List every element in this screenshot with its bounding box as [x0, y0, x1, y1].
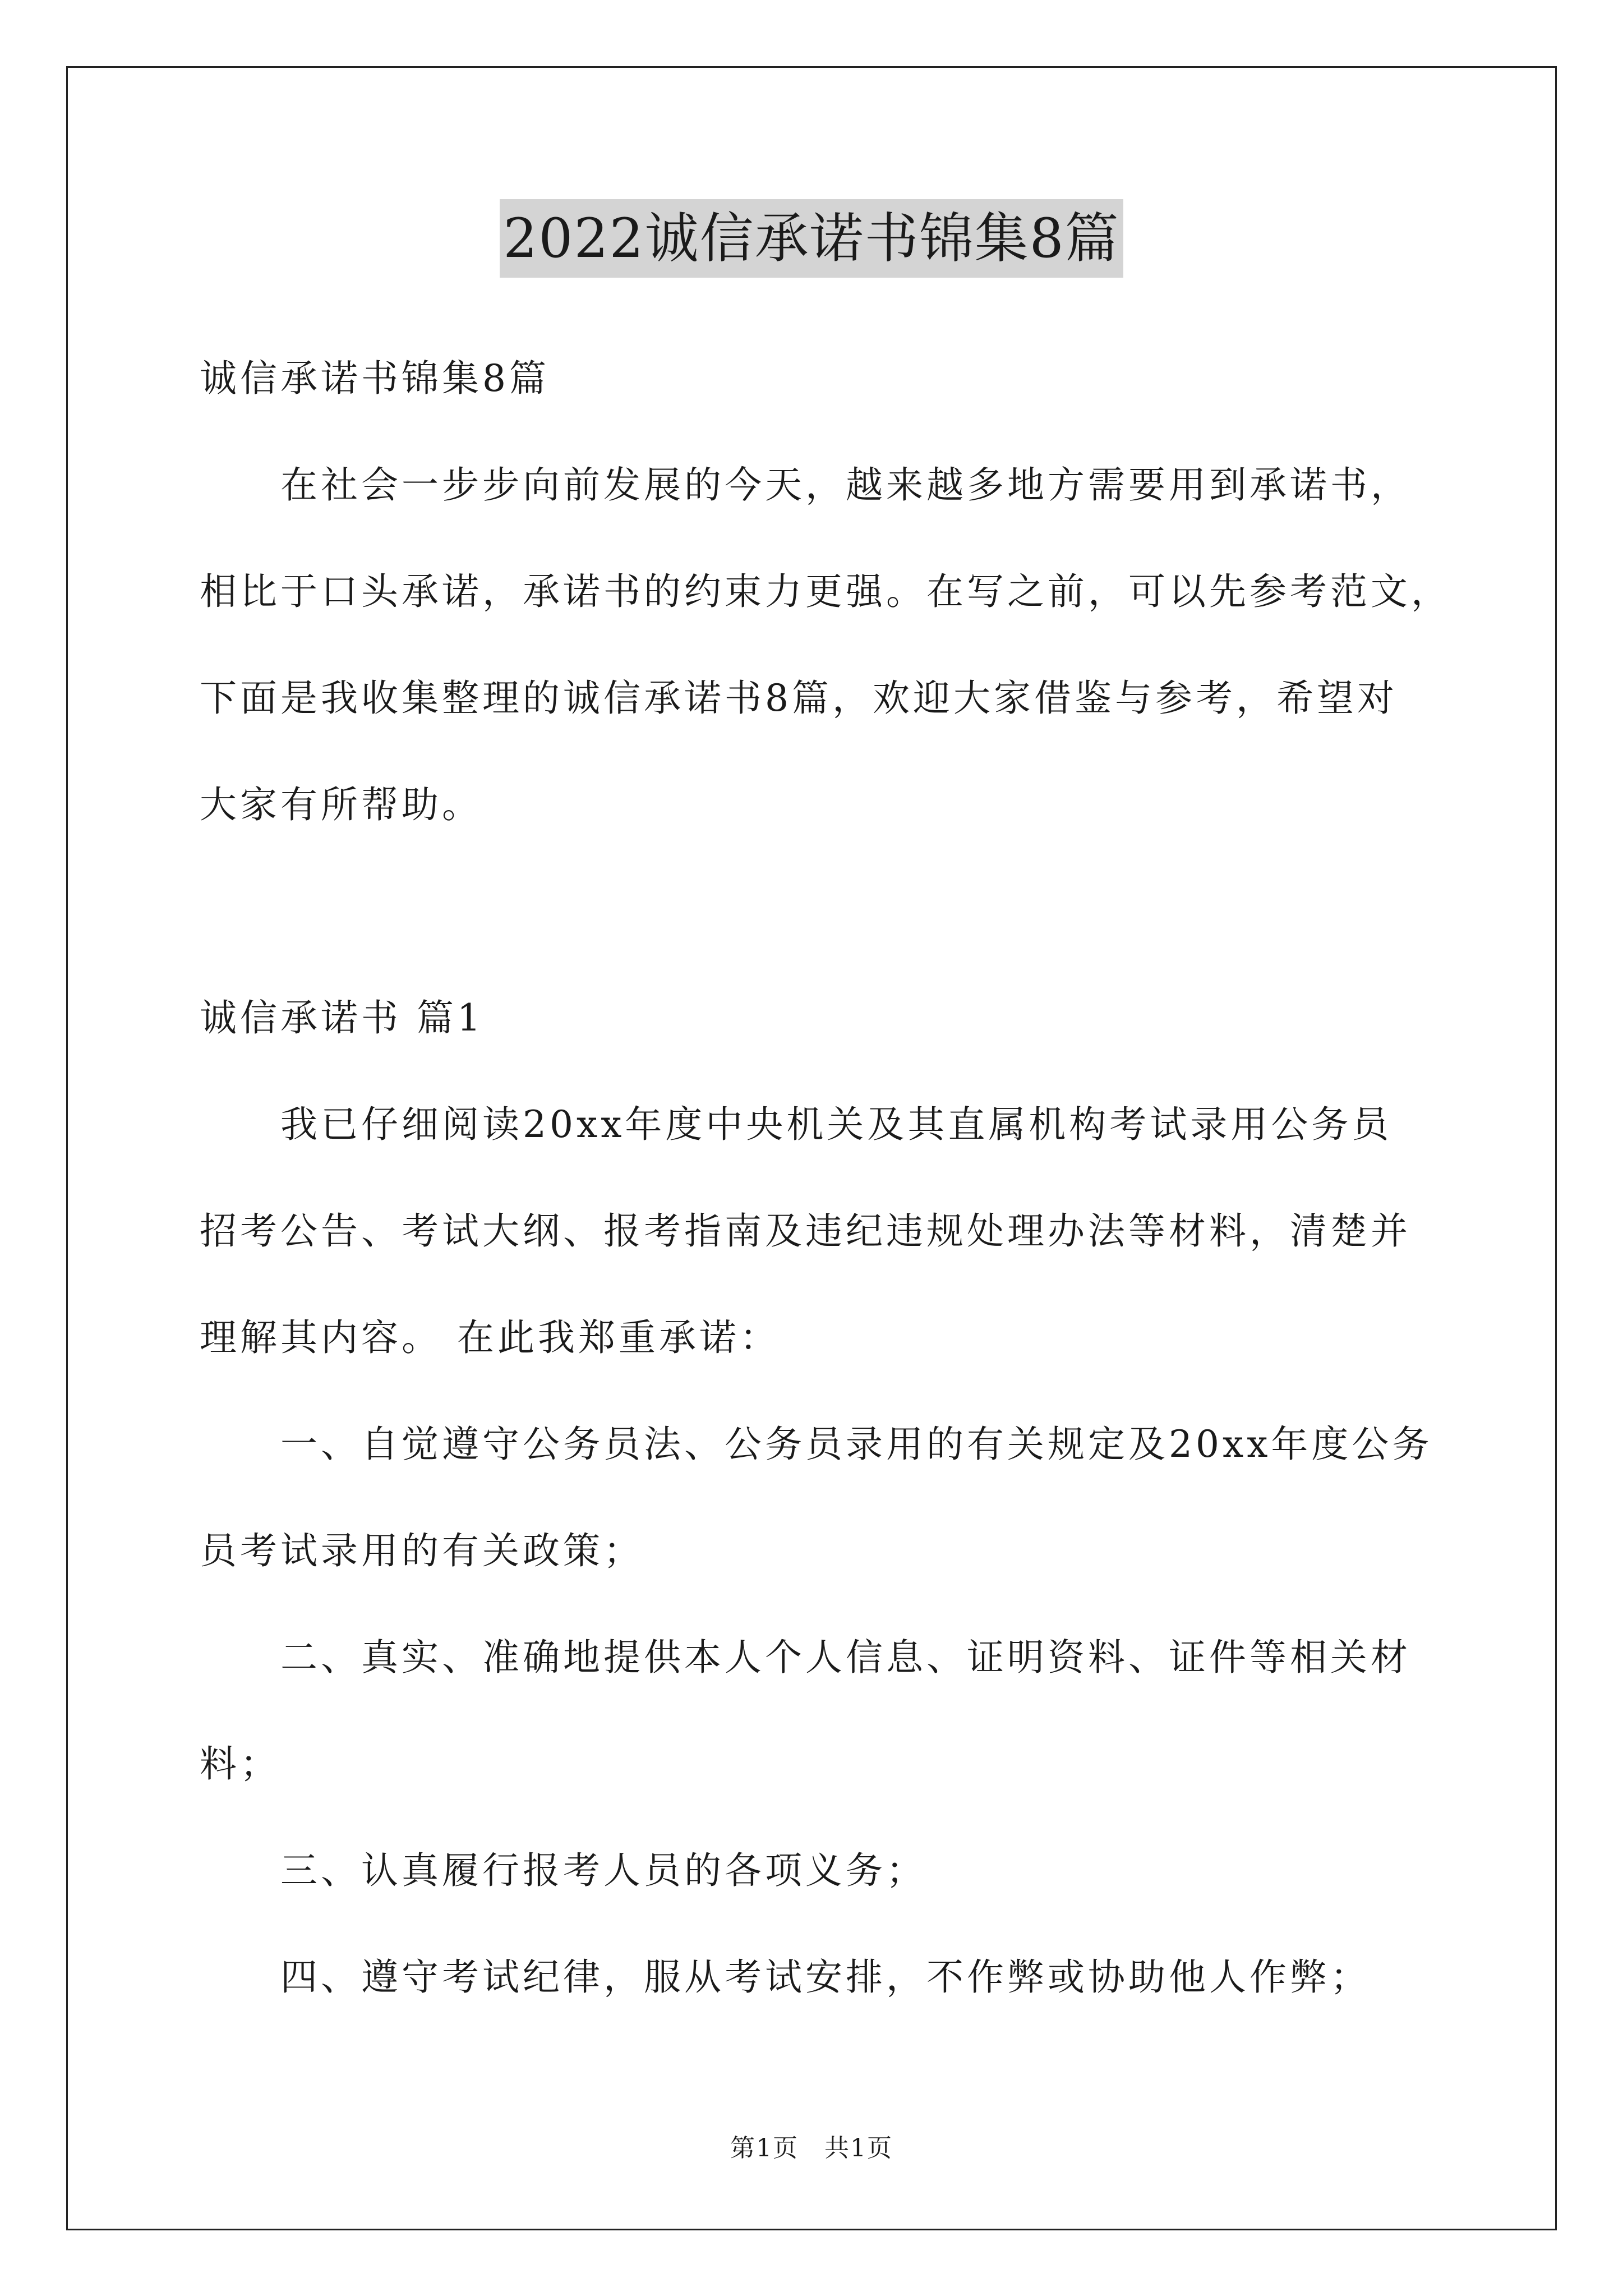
- body-line-4: 一、自觉遵守公务员法、公务员录用的有关规定及20xx年度公务: [200, 1423, 1433, 1466]
- intro-line-4: 大家有所帮助。: [200, 783, 482, 826]
- intro-line-1: 在社会一步步向前发展的今天，越来越多地方需要用到承诺书，: [200, 463, 1411, 507]
- intro-line-2: 相比于口头承诺，承诺书的约束力更强。在写之前，可以先参考范文，: [200, 570, 1451, 613]
- body-line-5: 员考试录用的有关政策；: [200, 1529, 644, 1572]
- body-line-2: 招考公告、考试大纲、报考指南及违纪违规处理办法等材料，清楚并: [200, 1209, 1411, 1253]
- document-title: 2022诚信承诺书锦集8篇: [500, 199, 1123, 278]
- body-line-3: 理解其内容。 在此我郑重承诺：: [200, 1316, 780, 1359]
- body-line-8: 三、认真履行报考人员的各项义务；: [200, 1849, 926, 1892]
- subtitle-line: 诚信承诺书锦集8篇: [200, 357, 550, 400]
- body-line-9: 四、遵守考试纪律，服从考试安排，不作弊或协助他人作弊；: [200, 1955, 1371, 1999]
- body-line-6: 二、真实、准确地提供本人个人信息、证明资料、证件等相关材: [200, 1636, 1411, 1679]
- body-line-7: 料；: [200, 1742, 280, 1786]
- section-heading: 诚信承诺书 篇1: [200, 996, 484, 1039]
- intro-line-3: 下面是我收集整理的诚信承诺书8篇，欢迎大家借鉴与参考，希望对: [200, 677, 1398, 720]
- title-container: [0, 199, 1623, 278]
- page-footer: 第1页 共1页: [730, 2134, 893, 2162]
- body-line-1: 我已仔细阅读20xx年度中央机关及其直属机构考试录用公务员: [200, 1103, 1393, 1146]
